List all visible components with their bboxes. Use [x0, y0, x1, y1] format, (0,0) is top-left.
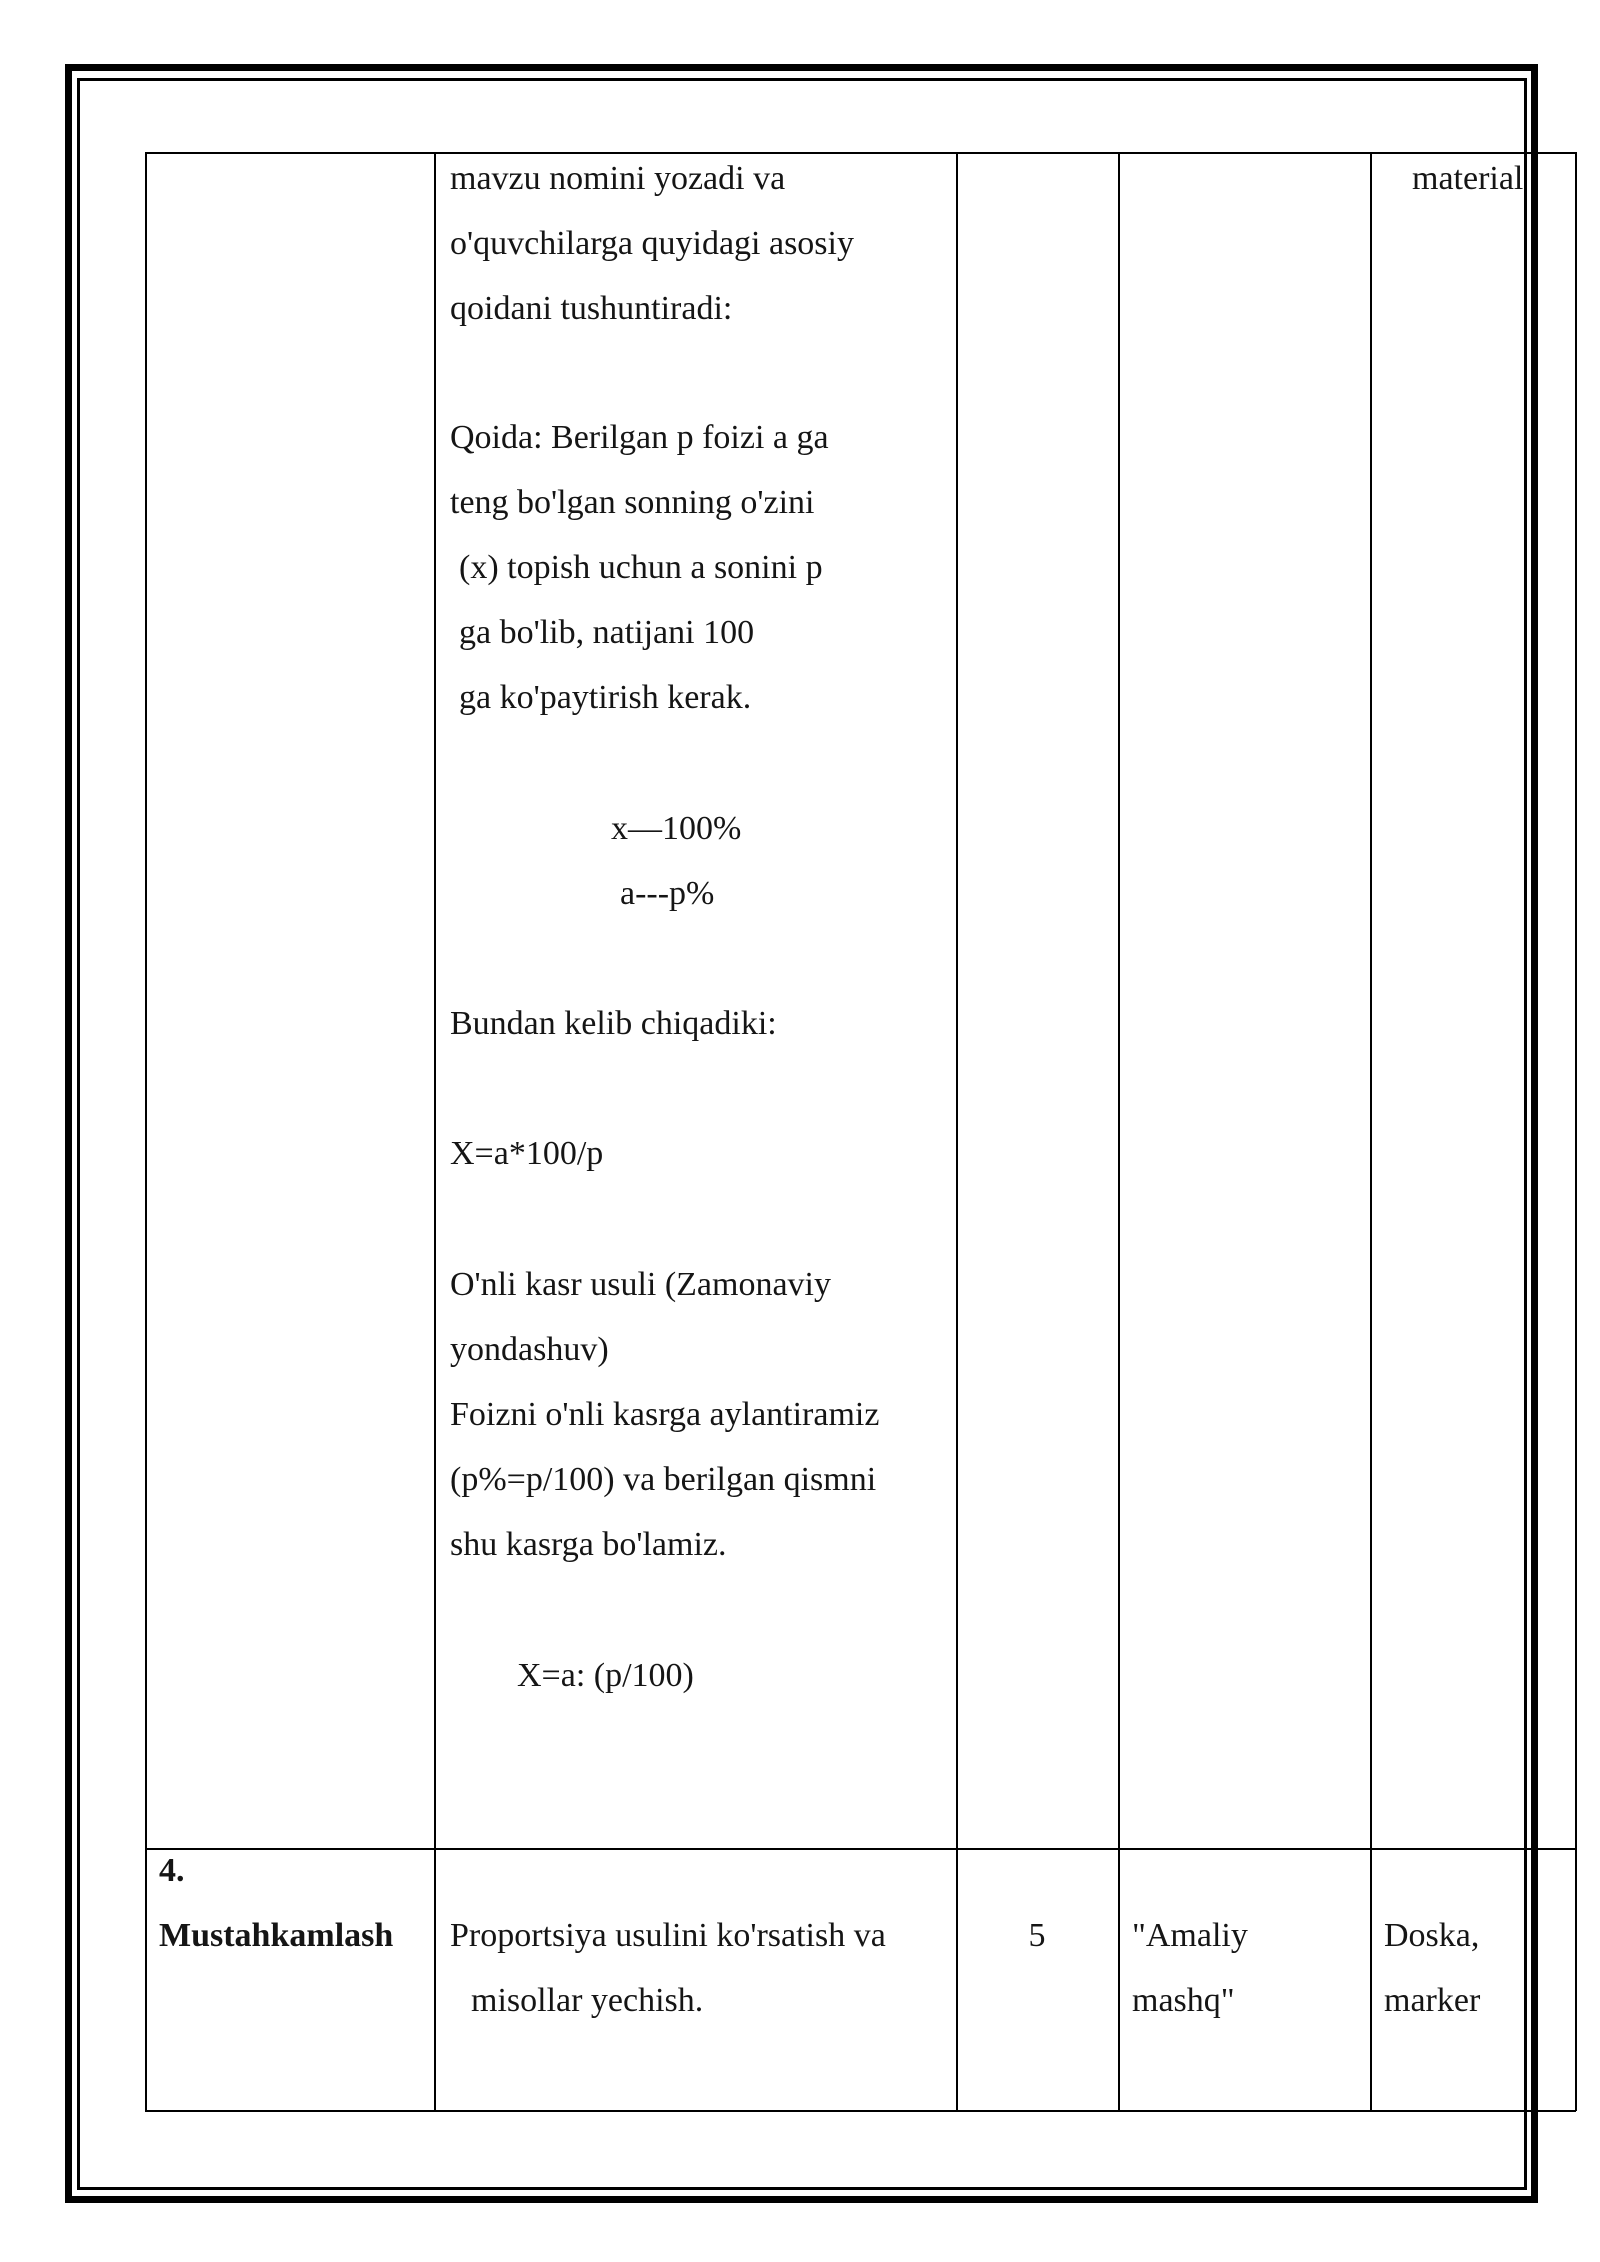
time-cell: [956, 1848, 1118, 2110]
text-line: o'quvchilarga quyidagi asosiy: [450, 225, 854, 262]
stage-cell: [145, 1848, 434, 2110]
activity-cell: [434, 1848, 956, 2110]
time-value: [956, 1903, 1118, 1968]
text-line: Doska,: [1384, 1917, 1480, 1954]
activity-cell: [434, 152, 956, 1848]
table-column-divider: [1118, 152, 1120, 2111]
time-cell: [956, 152, 1118, 1848]
formula-line: X=a: (p/100): [517, 1657, 694, 1694]
resources-text: [1384, 1903, 1480, 2033]
text-line: qoidani tushuntiradi:: [450, 290, 733, 327]
text-line: Bundan kelib chiqadiki:: [450, 1005, 777, 1042]
table-top-border: [145, 152, 1576, 154]
text-line: (x) topish uchun a sonini p: [459, 549, 823, 586]
activity-intro: [450, 146, 854, 341]
table-bottom-border: [145, 2110, 1576, 2112]
text-line: Foizni o'nli kasrga aylantiramiz: [450, 1396, 880, 1433]
text-line: Qoida: Berilgan p foizi a ga: [450, 419, 829, 456]
resources-text: [1412, 146, 1523, 211]
text-line: misollar yechish.: [471, 1982, 704, 2019]
text-line: yondashuv): [450, 1331, 609, 1368]
text-line: teng bo'lgan sonning o'zini: [450, 484, 815, 521]
table-row-divider: [145, 1848, 1576, 1850]
method-text: [1132, 1903, 1248, 2033]
stage-title: [159, 1838, 393, 1968]
proportion-scheme: [611, 796, 741, 926]
text-line: Proportsiya usulini ko'rsatish va: [450, 1917, 886, 1954]
table-column-divider: [434, 152, 436, 2111]
text-line: 5: [1028, 1917, 1046, 1954]
rule-paragraph: [450, 405, 829, 730]
table-column-divider: [956, 152, 958, 2111]
table-right-border: [1575, 152, 1577, 2111]
proportion-line: x—100%: [611, 810, 742, 847]
stage-cell: [145, 152, 434, 1848]
text-line: ga bo'lib, natijani 100: [459, 614, 755, 651]
proportion-line: a---p%: [620, 875, 715, 912]
method-cell: [1118, 152, 1370, 1848]
text-line: ga ko'paytirish kerak.: [459, 679, 752, 716]
text-line: (p%=p/100) va berilgan qismni: [450, 1461, 877, 1498]
table-left-border: [145, 152, 147, 2111]
activity-text: [450, 1903, 886, 2033]
text-line: mashq": [1132, 1982, 1235, 2019]
decimal-method-paragraph: [450, 1252, 879, 1577]
stage-number: 4.: [159, 1852, 185, 1889]
resources-cell: [1370, 1848, 1575, 2110]
formula-decimal: [517, 1643, 694, 1708]
text-line: O'nli kasr usuli (Zamonaviy: [450, 1266, 832, 1303]
text-line: marker: [1384, 1982, 1481, 2019]
method-cell: [1118, 1848, 1370, 2110]
conclusion-text: [450, 991, 777, 1056]
table-column-divider: [1370, 152, 1372, 2111]
stage-name: Mustahkamlash: [159, 1917, 394, 1954]
text-line: material: [1412, 160, 1524, 197]
text-line: mavzu nomini yozadi va: [450, 160, 786, 197]
resources-cell: [1370, 152, 1575, 1848]
text-line: "Amaliy: [1132, 1917, 1248, 1954]
text-line: shu kasrga bo'lamiz.: [450, 1526, 727, 1563]
formula-line: X=a*100/p: [450, 1135, 604, 1172]
formula-percent: [450, 1121, 603, 1186]
